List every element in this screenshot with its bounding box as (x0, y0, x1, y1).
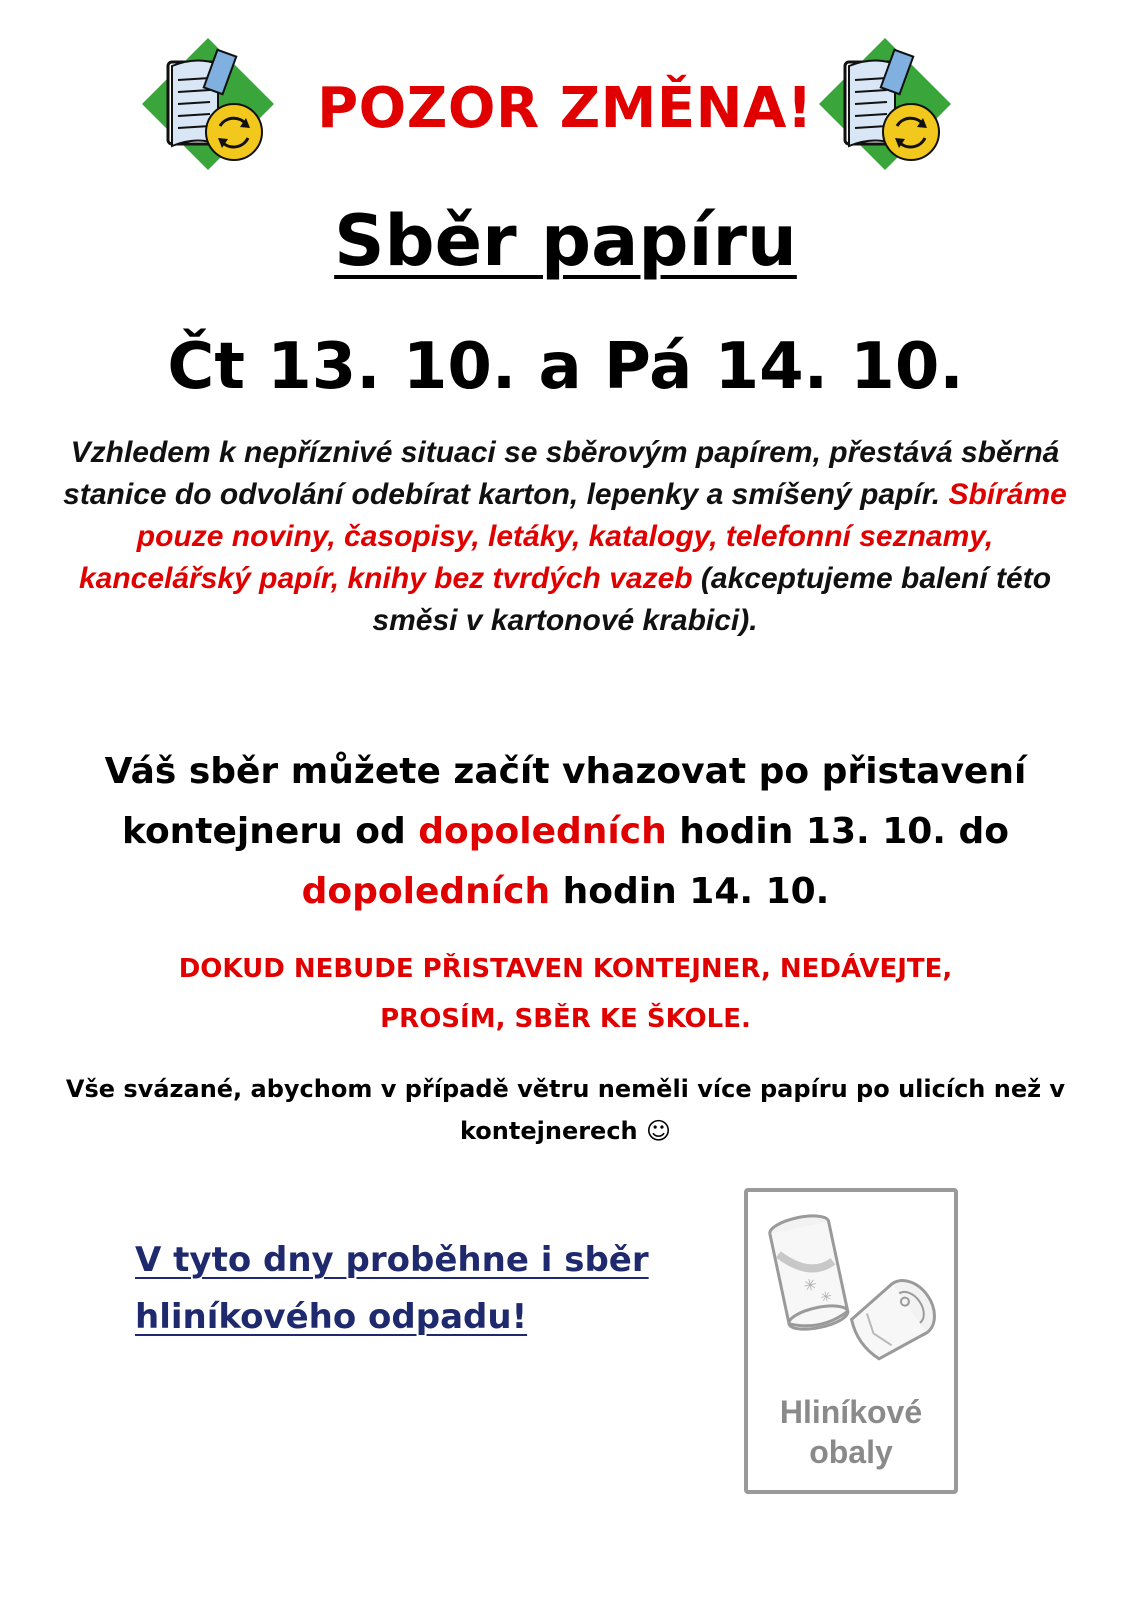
sign-label (748, 1392, 954, 1472)
page-title (0, 200, 1131, 282)
warning-paragraph (40, 944, 1091, 1044)
warning-line-1: DOKUD NEBUDE PŘISTAVEN KONTEJNER, NEDÁVEJTE, (178, 954, 953, 984)
page-title-text: Sběr papíru (334, 200, 797, 282)
info-text-part1: Vzhledem k nepříznivé situaci se sběrovým papírem, přestává sběrná stanice do odvolání odebírat karton, lepenky a smíšený papír. (63, 436, 1060, 511)
instructions-part2: hodin 13. 10. do (666, 811, 1010, 852)
svg-text:✳: ✳ (801, 1274, 819, 1296)
instructions-part1: Váš sběr můžete začít vhazovat po přistavení kontejneru od (104, 751, 1027, 852)
bundling-note: Vše svázané, abychom v případě větru neměli více papíru po ulicích než v kontejnerech ☺ (65, 1075, 1066, 1145)
alert-heading: POZOR ZMĚNA! (317, 76, 813, 141)
aluminium-cans-icon (762, 1208, 942, 1378)
accepted-items-text: Sbíráme pouze noviny, časopisy, letáky, katalogy, telefonní seznamy, kancelářský papír, knihy bez tvrdých vazeb (78, 478, 1067, 595)
recycle-paper-icon-right (815, 34, 955, 174)
info-text-part3: (akceptujeme balení této směsi v kartonové krabici). (372, 562, 1052, 637)
sign-label-line-2: obaly (809, 1434, 893, 1470)
instructions-paragraph (40, 742, 1091, 922)
info-paragraph (60, 432, 1070, 642)
svg-text:✳: ✳ (818, 1288, 834, 1307)
sign-label-line-1: Hliníkové (779, 1394, 923, 1430)
collection-dates: Čt 13. 10. a Pá 14. 10. (167, 330, 964, 404)
instructions-highlight-2: dopoledních (301, 871, 551, 912)
aluminium-collection-link[interactable]: V tyto dny proběhne i sběr hliníkového odpadu! (135, 1240, 649, 1337)
warning-line-2: PROSÍM, SBĚR KE ŠKOLE. (380, 1004, 751, 1034)
instructions-highlight-1: dopoledních (418, 811, 667, 852)
recycle-paper-icon-left (138, 34, 278, 174)
aluminium-cans-sign (744, 1188, 958, 1494)
instructions-part3: hodin 14. 10. (550, 871, 830, 912)
